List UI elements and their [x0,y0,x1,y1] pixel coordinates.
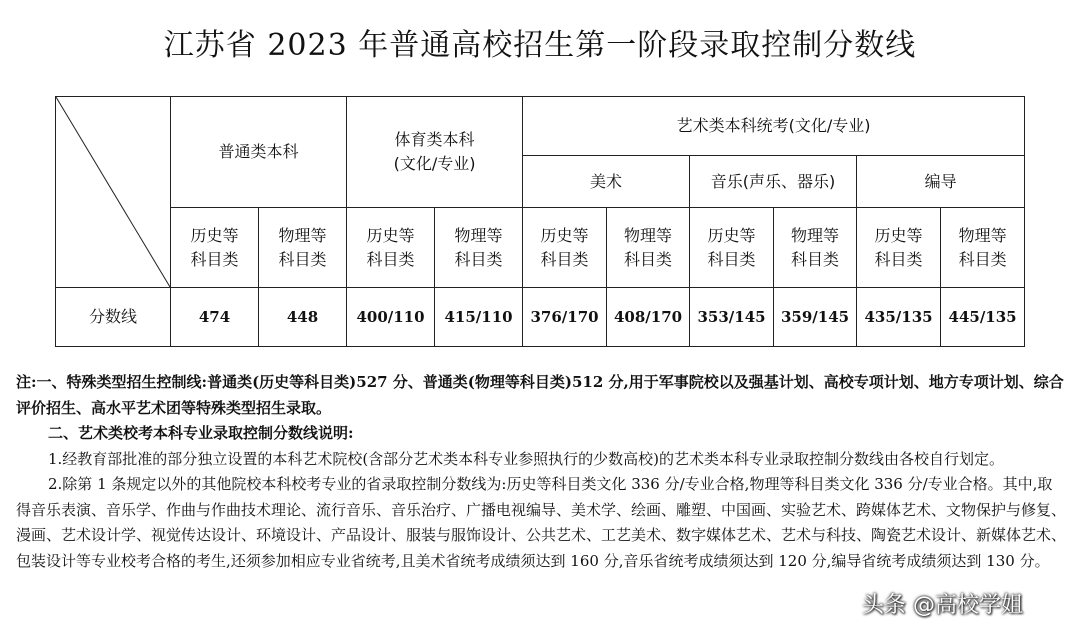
diagonal-header-cell [56,97,171,288]
subject-header-history [347,208,435,288]
score-table [55,96,1025,347]
subject-line: 科目类 [707,249,756,269]
group-sports-line2: (文化/专业) [393,154,476,173]
note-special-lines: 注:一、特殊类型招生控制线:普通类(历史等科目类)527 分、普通类(物理等科目类)512 分,用于军事院校以及强基计划、高校专项计划、地方专项计划、综合评价招生、高水平艺术团等特殊类型招生录取。 [16,373,1064,417]
score-cell: 353/145 [690,288,774,347]
note-item-2: 2.除第 1 条规定以外的其他院校本科校考专业的省录取控制分数线为:历史等科目类文化 336 分/专业合格,物理等科目类文化 336 分/专业合格。其中,取得音乐表演、音乐学、作曲与作曲技术理论、流行音乐、音乐治疗、广播电视编导、美术学、绘画、雕塑、中国画、实验艺术、跨媒体艺术、文物保护与修复、漫画、艺术设计学、视觉传达设计、环境设计、产品设计、服装与服饰设计、公共艺术、工艺美术、数字媒体艺术、艺术与科技、陶瓷艺术设计、新媒体艺术、包装设计等专业校考合格的考生,还须参加相应专业省统考,且美术省统考成绩须达到 160 分,音乐省统考成绩须达到 120 分,编导省统考成绩须达到 130 分。 [16,475,1067,570]
subject-header-physics [435,208,523,288]
subject-header-physics [941,208,1025,288]
subject-line: 历史等 [874,225,923,245]
score-cell: 448 [259,288,347,347]
subject-header-physics [607,208,690,288]
subject-line: 历史等 [707,225,756,245]
subject-header-history [523,208,607,288]
subject-line: 科目类 [454,249,503,269]
subject-header-physics [259,208,347,288]
subject-line: 历史等 [190,225,239,245]
row-label: 分数线 [56,288,171,347]
subject-line: 物理等 [624,225,673,245]
page-title: 江苏省 2023 年普通高校招生第一阶段录取控制分数线 [163,28,917,63]
subject-line: 科目类 [540,249,589,269]
score-cell: 359/145 [774,288,857,347]
subject-line: 科目类 [874,249,923,269]
subject-line: 科目类 [190,249,239,269]
group-sports-line1: 体育类本科 [394,130,475,149]
subject-line: 科目类 [366,249,415,269]
subject-header-history [857,208,941,288]
subject-header-history [690,208,774,288]
note-item-1: 1.经教育部批准的部分独立设置的本科艺术院校(含部分艺术类本科专业参照执行的少数高校)的艺术类本科专业录取控制分数线由各校自行划定。 [48,449,1005,468]
subject-header-physics [774,208,857,288]
score-cell: 400/110 [347,288,435,347]
subject-line: 历史等 [366,225,415,245]
group-sports-header [347,97,523,208]
subject-line: 科目类 [278,249,327,269]
group-art-header: 艺术类本科统考(文化/专业) [523,97,1025,156]
subject-line: 物理等 [958,225,1007,245]
group-general-header: 普通类本科 [171,97,347,208]
subject-line: 物理等 [791,225,840,245]
watermark: 头条 @高校学姐 [862,593,1023,618]
notes-section [16,370,1066,574]
score-row [56,288,1025,347]
score-cell: 376/170 [523,288,607,347]
diagonal-line [56,97,170,287]
subject-line: 科目类 [791,249,840,269]
note-art-heading: 二、艺术类校考本科专业录取控制分数线说明: [48,424,354,442]
subject-line: 历史等 [540,225,589,245]
subject-line: 物理等 [278,225,327,245]
subject-line: 科目类 [624,249,673,269]
score-cell: 408/170 [607,288,690,347]
subject-line: 物理等 [454,225,503,245]
score-cell: 415/110 [435,288,523,347]
art-music-header: 音乐(声乐、器乐) [690,156,857,208]
score-cell: 435/135 [857,288,941,347]
subject-line: 科目类 [958,249,1007,269]
art-fine-art-header: 美术 [523,156,690,208]
score-cell: 445/135 [941,288,1025,347]
subject-header-history [171,208,259,288]
score-cell: 474 [171,288,259,347]
art-directing-header: 编导 [857,156,1025,208]
